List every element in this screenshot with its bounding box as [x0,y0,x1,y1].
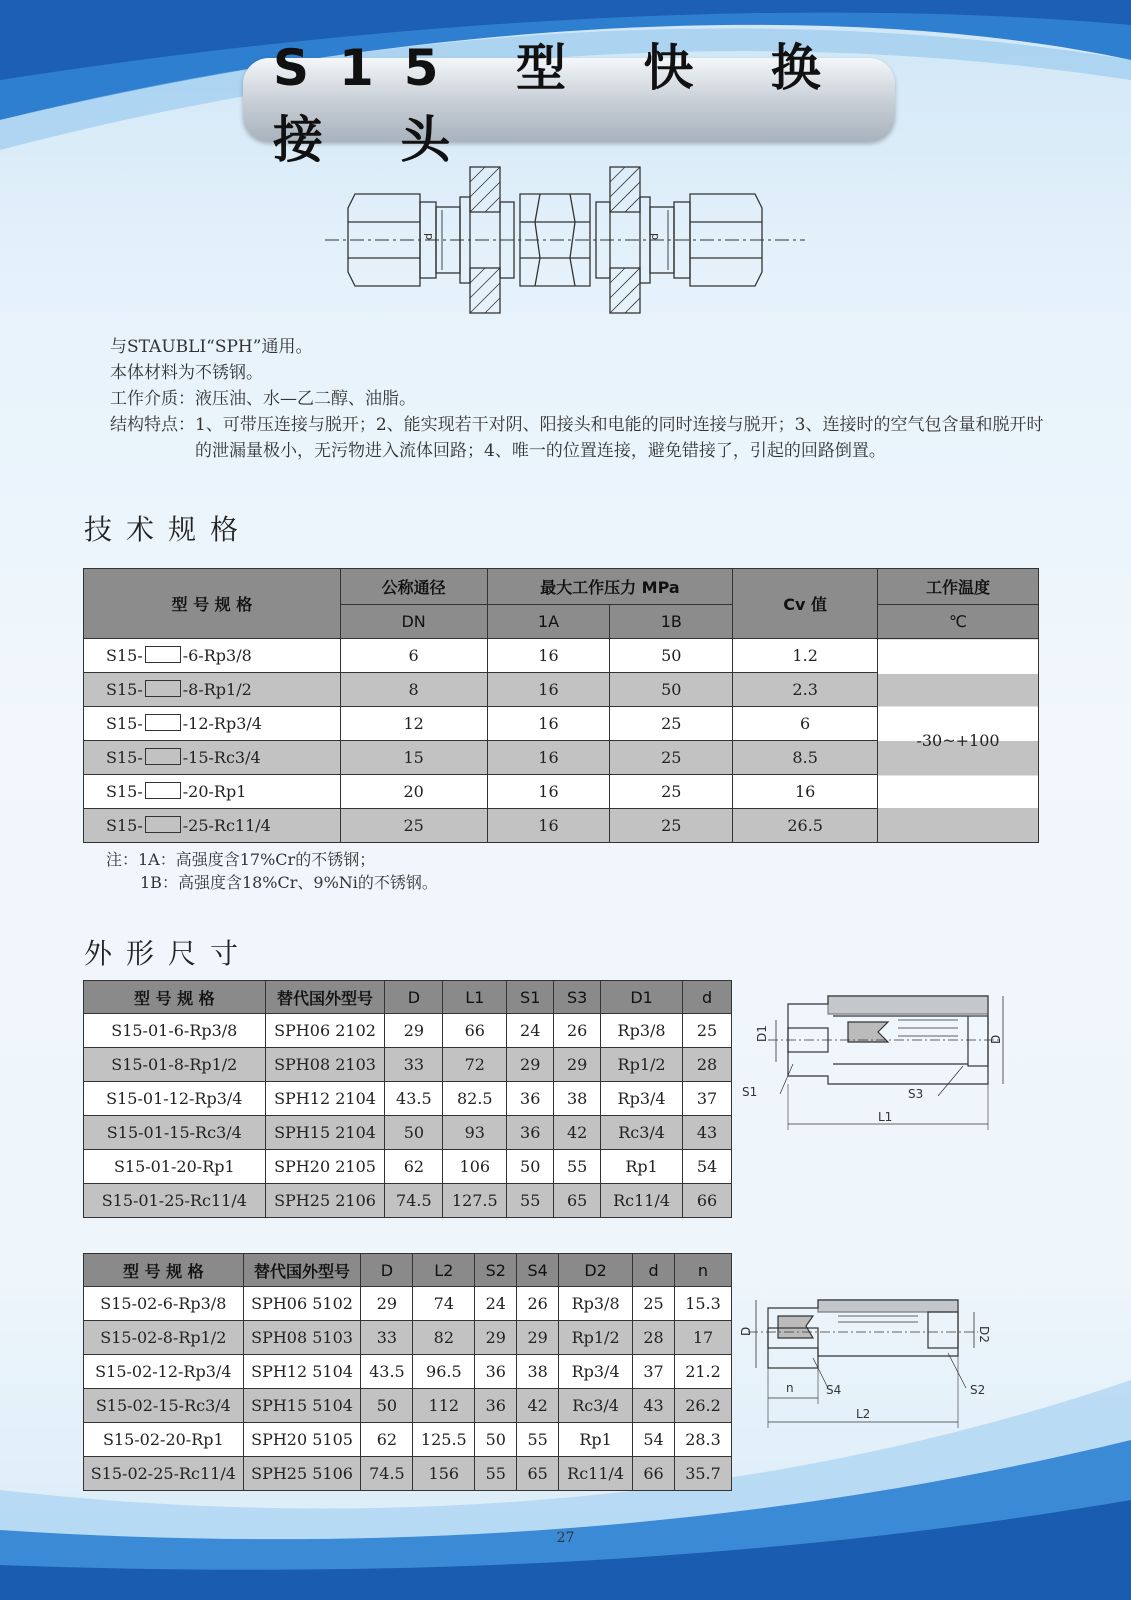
table-row [84,1389,732,1423]
spec-dn-cell: 12 [340,707,487,741]
spec-cv-cell: 1.2 [733,639,878,673]
dim-label-S3: S3 [908,1087,924,1101]
table-row [84,1457,732,1491]
dim2-header-1: 替代国外型号 [243,1254,361,1287]
note-line-1a: 注：1A：高强度含17%Cr的不锈钢； [106,850,376,869]
dim1-cell: 36 [507,1116,554,1150]
dim-label-S1: S1 [742,1085,758,1099]
dim1-cell: 29 [554,1048,601,1082]
spec-model-cell: S15- -6-Rp3/8 [84,639,341,673]
dim1-cell: SPH20 2105 [265,1150,385,1184]
table-row [84,1423,732,1457]
dim2-cell: 43.5 [361,1355,413,1389]
dim1-cell: S15-01-12-Rp3/4 [84,1082,266,1116]
dim2-cell: 42 [517,1389,559,1423]
spec-cv-cell: 26.5 [733,809,878,843]
dim1-cell: 127.5 [443,1184,507,1218]
dim1-cell: 62 [385,1150,443,1184]
table-row [84,639,1039,673]
title-banner [243,39,895,169]
desc-line-compat: 与STAUBLI“SPH”通用。 [110,337,313,357]
dim1-cell: 43.5 [385,1082,443,1116]
dim1-header-7: d [683,981,732,1014]
dim2-cell: SPH20 5105 [243,1423,361,1457]
dim2-cell: Rp3/4 [559,1355,633,1389]
dim1-cell: 93 [443,1116,507,1150]
plug-s2-drawing [738,1288,1013,1438]
dim2-cell: 37 [633,1355,675,1389]
dim1-cell: 24 [507,1014,554,1048]
dim2-cell: 28 [633,1321,675,1355]
spec-cv-cell: 6 [733,707,878,741]
dim1-header-3: L1 [443,981,507,1014]
dim2-cell: 50 [361,1389,413,1423]
coupling-assembly-drawing [320,162,810,324]
blank-box [145,680,181,697]
dim1-header-5: S3 [554,981,601,1014]
dim1-cell: 43 [683,1116,732,1150]
dim2-cell: S15-02-25-Rc11/4 [84,1457,244,1491]
dim1-cell: Rp1/2 [601,1048,683,1082]
dim1-cell: 38 [554,1082,601,1116]
spec-1b-cell: 50 [610,639,733,673]
dim1-cell: SPH08 2103 [265,1048,385,1082]
spec-header-temp: 工作温度 [878,569,1039,605]
dim1-header-2: D [385,981,443,1014]
dim1-cell: 66 [683,1184,732,1218]
spec-1b-cell: 25 [610,809,733,843]
dim-table-02 [83,1253,732,1491]
dim-label-L2: L2 [856,1407,871,1421]
spec-table [83,568,1039,843]
dim2-cell: 96.5 [413,1355,475,1389]
dim2-cell: 66 [633,1457,675,1491]
dim2-cell: 54 [633,1423,675,1457]
dim1-cell: 37 [683,1082,732,1116]
dim2-cell: Rp3/8 [559,1287,633,1321]
dim2-header-7: d [633,1254,675,1287]
dim2-cell: 55 [475,1457,517,1491]
dim1-cell: 66 [443,1014,507,1048]
dim2-cell: 35.7 [675,1457,732,1491]
dim2-cell: 24 [475,1287,517,1321]
spec-cv-cell: 2.3 [733,673,878,707]
dim2-cell: 65 [517,1457,559,1491]
table-row [84,1287,732,1321]
dim1-cell: Rc3/4 [601,1116,683,1150]
dim1-cell: SPH06 2102 [265,1014,385,1048]
dim-label-n: n [786,1381,794,1395]
dim-label-S2: S2 [970,1383,986,1397]
dim2-cell: SPH08 5103 [243,1321,361,1355]
dim1-cell: S15-01-6-Rp3/8 [84,1014,266,1048]
dim-label-D1: D1 [755,1025,769,1042]
table-row [84,1150,732,1184]
spec-1a-cell: 16 [487,707,610,741]
dim-label-D: D [739,1326,753,1336]
spec-model-cell: S15- -8-Rp1/2 [84,673,341,707]
dim2-cell: 28.3 [675,1423,732,1457]
dim2-cell: 74 [413,1287,475,1321]
dim2-cell: 29 [517,1321,559,1355]
spec-1a-cell: 16 [487,639,610,673]
dim2-cell: SPH15 5104 [243,1389,361,1423]
dim-label-L1: L1 [878,1110,893,1124]
dim2-cell: 112 [413,1389,475,1423]
dim2-cell: 55 [517,1423,559,1457]
desc-line-medium: 工作介质：液压油、水—乙二醇、油脂。 [110,389,416,409]
dim2-cell: S15-02-15-Rc3/4 [84,1389,244,1423]
table-row [84,1321,732,1355]
blank-box [145,748,181,765]
dim1-cell: 36 [507,1082,554,1116]
dim2-cell: 21.2 [675,1355,732,1389]
spec-header-dn: 公称通径 [340,569,487,605]
dim1-cell: 72 [443,1048,507,1082]
spec-1b-cell: 25 [610,775,733,809]
note-line-1b: 1B：高强度含18%Cr、9%Ni的不锈钢。 [140,873,438,892]
dim2-cell: Rp1/2 [559,1321,633,1355]
dim1-cell: SPH15 2104 [265,1116,385,1150]
spec-dn-cell: 6 [340,639,487,673]
dim2-cell: S15-02-20-Rp1 [84,1423,244,1457]
dim1-header-0: 型 号 规 格 [84,981,266,1014]
spec-dn-cell: 8 [340,673,487,707]
dim1-cell: 54 [683,1150,732,1184]
table-row [84,1014,732,1048]
dim2-cell: 156 [413,1457,475,1491]
spec-header-dn-sub: DN [340,605,487,639]
dim2-cell: 17 [675,1321,732,1355]
dim1-cell: 65 [554,1184,601,1218]
dim1-header-4: S1 [507,981,554,1014]
spec-1a-cell: 16 [487,741,610,775]
dim-label-S4: S4 [826,1383,842,1397]
desc-feature-label: 结构特点： [110,415,195,435]
dim1-cell: 74.5 [385,1184,443,1218]
dim2-cell: 36 [475,1389,517,1423]
dim1-cell: Rp3/4 [601,1082,683,1116]
socket-s1-drawing [738,984,1013,1144]
spec-model-cell: S15- -25-Rc11/4 [84,809,341,843]
desc-feature-text: 1、可带压连接与脱开；2、能实现若干对阴、阳接头和电能的同时连接与脱开；3、连接时的空气包含量和脱开时的泄漏量极小，无污物进入流体回路；4、唯一的位置连接，避免错接了，引起的回路倒置。 [195,415,1044,461]
dim1-cell: 50 [385,1116,443,1150]
dim2-cell: 74.5 [361,1457,413,1491]
table-row [84,1184,732,1218]
spec-model-cell: S15- -20-Rp1 [84,775,341,809]
blank-box [145,714,181,731]
spec-dn-cell: 25 [340,809,487,843]
table-row [84,1355,732,1389]
dim1-cell: Rp1 [601,1150,683,1184]
dim-table-01 [83,980,732,1218]
table-row [84,1116,732,1150]
spec-header-temp-unit: ℃ [878,605,1039,639]
spec-1a-cell: 16 [487,673,610,707]
dim1-cell: 55 [507,1184,554,1218]
dim1-cell: S15-01-15-Rc3/4 [84,1116,266,1150]
blank-box [145,816,181,833]
spec-1b-cell: 25 [610,707,733,741]
spec-header-pressure: 最大工作压力 MPa [487,569,733,605]
spec-1a-cell: 16 [487,775,610,809]
spec-dn-cell: 15 [340,741,487,775]
dim2-header-3: L2 [413,1254,475,1287]
dim2-header-6: D2 [559,1254,633,1287]
spec-model-cell: S15- -12-Rp3/4 [84,707,341,741]
blank-box [145,646,181,663]
dim1-cell: S15-01-25-Rc11/4 [84,1184,266,1218]
dim2-cell: 125.5 [413,1423,475,1457]
dim2-cell: 15.3 [675,1287,732,1321]
dim2-header-4: S2 [475,1254,517,1287]
page-title: S15 型 快 换 接 头 [273,39,851,169]
dim1-cell: SPH25 2106 [265,1184,385,1218]
dim2-cell: Rp1 [559,1423,633,1457]
spec-cv-cell: 8.5 [733,741,878,775]
dim2-cell: 43 [633,1389,675,1423]
dim-section-title: 外形尺寸 [84,937,253,970]
desc-line-material: 本体材料为不锈钢。 [110,363,263,383]
dim2-cell: SPH06 5102 [243,1287,361,1321]
dim2-cell: 29 [361,1287,413,1321]
dim2-cell: S15-02-12-Rp3/4 [84,1355,244,1389]
spec-temp-cell: -30~+100 [878,639,1039,843]
dim2-cell: 25 [633,1287,675,1321]
dim2-cell: 82 [413,1321,475,1355]
spec-header-model: 型 号 规 格 [84,569,341,639]
dim1-cell: 55 [554,1150,601,1184]
page-number: 27 [556,1530,575,1546]
table-row [84,1048,732,1082]
dim2-cell: 26.2 [675,1389,732,1423]
dim2-cell: 33 [361,1321,413,1355]
dim1-cell: Rp3/8 [601,1014,683,1048]
spec-header-1a: 1A [487,605,610,639]
dim2-cell: SPH12 5104 [243,1355,361,1389]
spec-1a-cell: 16 [487,809,610,843]
dim2-header-8: n [675,1254,732,1287]
dim2-cell: Rc11/4 [559,1457,633,1491]
dim1-cell: 82.5 [443,1082,507,1116]
dim1-cell: 42 [554,1116,601,1150]
spec-header-1b: 1B [610,605,733,639]
dim1-cell: Rc11/4 [601,1184,683,1218]
spec-header-cv: Cv 值 [733,569,878,639]
material-note [106,848,438,894]
spec-dn-cell: 20 [340,775,487,809]
dim2-cell: 50 [475,1423,517,1457]
dim1-cell: S15-01-8-Rp1/2 [84,1048,266,1082]
dim2-cell: S15-02-6-Rp3/8 [84,1287,244,1321]
dim1-cell: 25 [683,1014,732,1048]
product-description [110,334,1060,464]
dim1-header-6: D1 [601,981,683,1014]
dim2-cell: S15-02-8-Rp1/2 [84,1321,244,1355]
dim-label-D: D [989,1034,1003,1044]
dim1-cell: 106 [443,1150,507,1184]
dim2-cell: Rc3/4 [559,1389,633,1423]
dim1-header-1: 替代国外型号 [265,981,385,1014]
dim2-cell: 26 [517,1287,559,1321]
dim2-header-5: S4 [517,1254,559,1287]
dim2-cell: 36 [475,1355,517,1389]
spec-model-cell: S15- -15-Rc3/4 [84,741,341,775]
spec-1b-cell: 50 [610,673,733,707]
dim1-cell: 26 [554,1014,601,1048]
dim-label-d-left: d [422,233,435,240]
dim2-header-2: D [361,1254,413,1287]
dim2-cell: 29 [475,1321,517,1355]
dim1-cell: 29 [385,1014,443,1048]
blank-box [145,782,181,799]
dim2-cell: 62 [361,1423,413,1457]
spec-cv-cell: 16 [733,775,878,809]
dim2-cell: 38 [517,1355,559,1389]
dim-label-d-right: d [648,233,661,240]
dim1-cell: 33 [385,1048,443,1082]
dim1-cell: SPH12 2104 [265,1082,385,1116]
dim-label-D2: D2 [977,1326,991,1343]
dim1-cell: 29 [507,1048,554,1082]
dim2-header-0: 型 号 规 格 [84,1254,244,1287]
table-row [84,1082,732,1116]
dim1-cell: 50 [507,1150,554,1184]
dim1-cell: S15-01-20-Rp1 [84,1150,266,1184]
dim1-cell: 28 [683,1048,732,1082]
dim2-cell: SPH25 5106 [243,1457,361,1491]
spec-section-title: 技术规格 [84,513,253,546]
spec-1b-cell: 25 [610,741,733,775]
